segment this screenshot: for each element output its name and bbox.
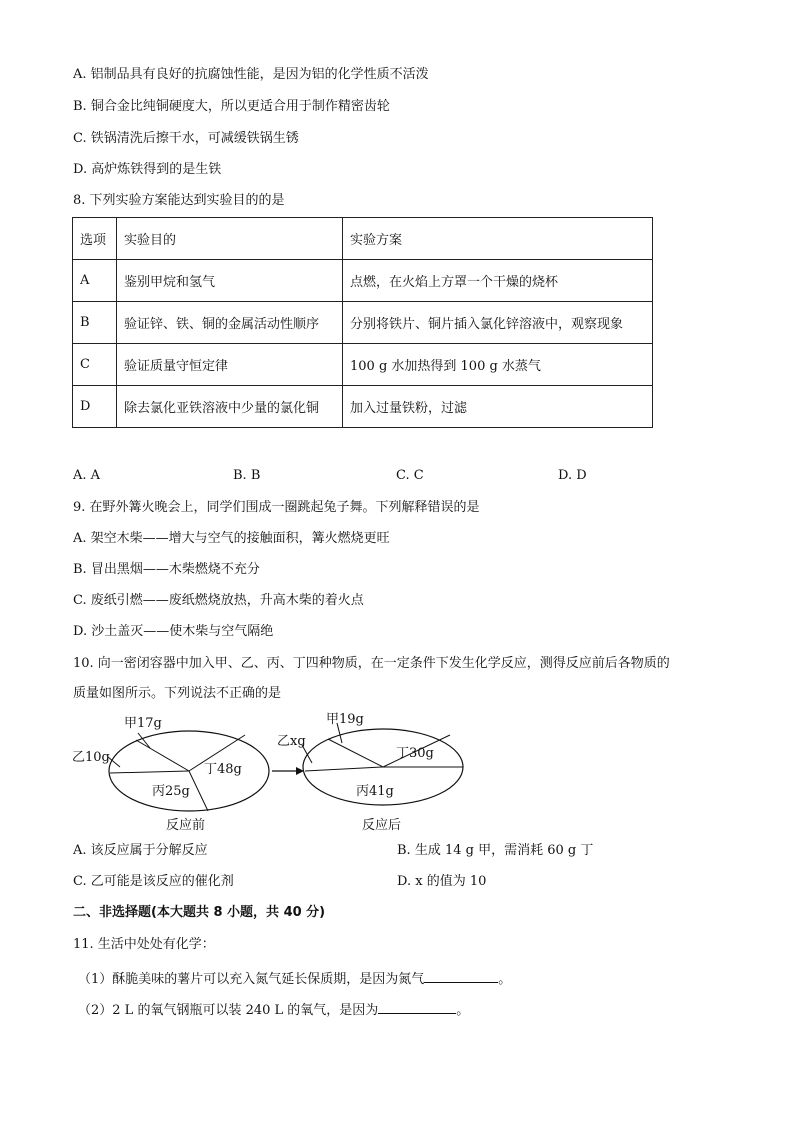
q9-stem: 9. 在野外篝火晚会上，同学们围成一圈跳起兔子舞。下列解释错误的是	[73, 500, 480, 515]
before-label-bing: 丙25g	[152, 784, 190, 799]
q8-option-d: D. D	[558, 468, 587, 483]
table-cell: 验证锌、铁、铜的金属活动性顺序	[117, 302, 343, 344]
after-label-bing: 丙41g	[356, 784, 394, 799]
before-label-jia: 甲17g	[124, 716, 162, 731]
q10-option-a: A. 该反应属于分解反应	[73, 843, 208, 858]
before-label-ding: 丁48g	[204, 762, 242, 777]
q11-part1-text: （1）酥脆美味的薯片可以充入氮气延长保质期，是因为氮气	[78, 972, 425, 987]
table-header-row	[73, 218, 653, 260]
reaction-arrow	[272, 767, 304, 775]
table-cell: A	[73, 260, 117, 302]
table-cell: B	[73, 302, 117, 344]
table-cell: C	[73, 344, 117, 386]
before-divider-jia-yi	[136, 740, 189, 771]
before-leader-jia	[138, 733, 150, 748]
q8-option-a: A. A	[73, 468, 101, 483]
table-header-cell: 实验目的	[117, 218, 343, 260]
after-divider-jia-yi	[328, 739, 383, 767]
q11-stem: 11. 生活中处处有化学：	[73, 937, 215, 952]
table-header-cell: 实验方案	[343, 218, 653, 260]
q10-option-c: C. 乙可能是该反应的催化剂	[73, 874, 234, 889]
q11-part1	[78, 968, 511, 989]
q10-option-b: B. 生成 14 g 甲，需消耗 60 g 丁	[397, 843, 594, 858]
before-reaction-chart	[72, 716, 269, 833]
q11-part2-blank[interactable]	[378, 999, 456, 1014]
table-cell: 加入过量铁粉，过滤	[343, 386, 653, 428]
before-divider-bing-ding	[189, 771, 208, 811]
q8-option-b: B. B	[233, 468, 261, 483]
section-heading: 二、非选择题(本大题共 8 小题，共 40 分)	[73, 905, 326, 920]
q10-stem-line2: 质量如图所示。下列说法不正确的是	[73, 686, 282, 701]
q10-stem-line1: 10. 向一密闭容器中加入甲、乙、丙、丁四种物质，在一定条件下发生化学反应，测得反应前后各物质的	[73, 656, 670, 671]
before-label-yi: 乙10g	[72, 750, 110, 765]
q11-part2-text: （2）2 L 的氧气钢瓶可以装 240 L 的氧气，是因为	[78, 1003, 379, 1018]
q7-option-a: A. 铝制品具有良好的抗腐蚀性能，是因为铝的化学性质不活泼	[73, 67, 429, 82]
q11-part2-end: 。	[456, 1003, 470, 1018]
q8-table	[72, 217, 653, 428]
q8-stem: 8. 下列实验方案能达到实验目的的是	[73, 193, 285, 208]
table-cell: D	[73, 386, 117, 428]
q11-part1-blank[interactable]	[424, 968, 498, 983]
table-cell: 除去氯化亚铁溶液中少量的氯化铜	[117, 386, 343, 428]
q10-mass-diagram	[72, 705, 460, 835]
before-divider-yi-bing	[110, 771, 189, 773]
table-row	[73, 260, 653, 302]
table-cell: 分别将铁片、铜片插入氯化锌溶液中，观察现象	[343, 302, 653, 344]
after-label-ding: 丁30g	[396, 746, 434, 761]
q9-option-b: B. 冒出黑烟——木柴燃烧不充分	[73, 562, 260, 577]
table-cell: 100 g 水加热得到 100 g 水蒸气	[343, 344, 653, 386]
q9-option-a: A. 架空木柴——增大与空气的接触面积，篝火燃烧更旺	[73, 531, 390, 546]
q8-option-c: C. C	[396, 468, 424, 483]
table-cell: 验证质量守恒定律	[117, 344, 343, 386]
table-row	[73, 344, 653, 386]
before-caption: 反应前	[166, 818, 206, 833]
table-row	[73, 302, 653, 344]
after-label-yi: 乙xg	[277, 734, 306, 749]
q10-option-d: D. x 的值为 10	[397, 874, 487, 889]
q9-option-c: C. 废纸引燃——废纸燃烧放热，升高木柴的着火点	[73, 593, 364, 608]
q11-part1-end: 。	[498, 972, 512, 987]
after-label-jia: 甲19g	[326, 712, 364, 727]
after-reaction-chart	[277, 712, 463, 833]
table-cell: 鉴别甲烷和氢气	[117, 260, 343, 302]
after-caption: 反应后	[362, 818, 402, 833]
q7-option-c: C. 铁锅清洗后擦干水，可减缓铁锅生锈	[73, 131, 299, 146]
after-divider-yi-bing	[305, 767, 383, 771]
q7-option-d: D. 高炉炼铁得到的是生铁	[73, 162, 222, 177]
q9-option-d: D. 沙土盖灭——使木柴与空气隔绝	[73, 624, 274, 639]
table-cell: 点燃，在火焰上方罩一个干燥的烧杯	[343, 260, 653, 302]
q11-part2	[78, 999, 469, 1020]
table-row	[73, 386, 653, 428]
q7-option-b: B. 铜合金比纯铜硬度大，所以更适合用于制作精密齿轮	[73, 99, 390, 114]
table-header-cell: 选项	[73, 218, 117, 260]
